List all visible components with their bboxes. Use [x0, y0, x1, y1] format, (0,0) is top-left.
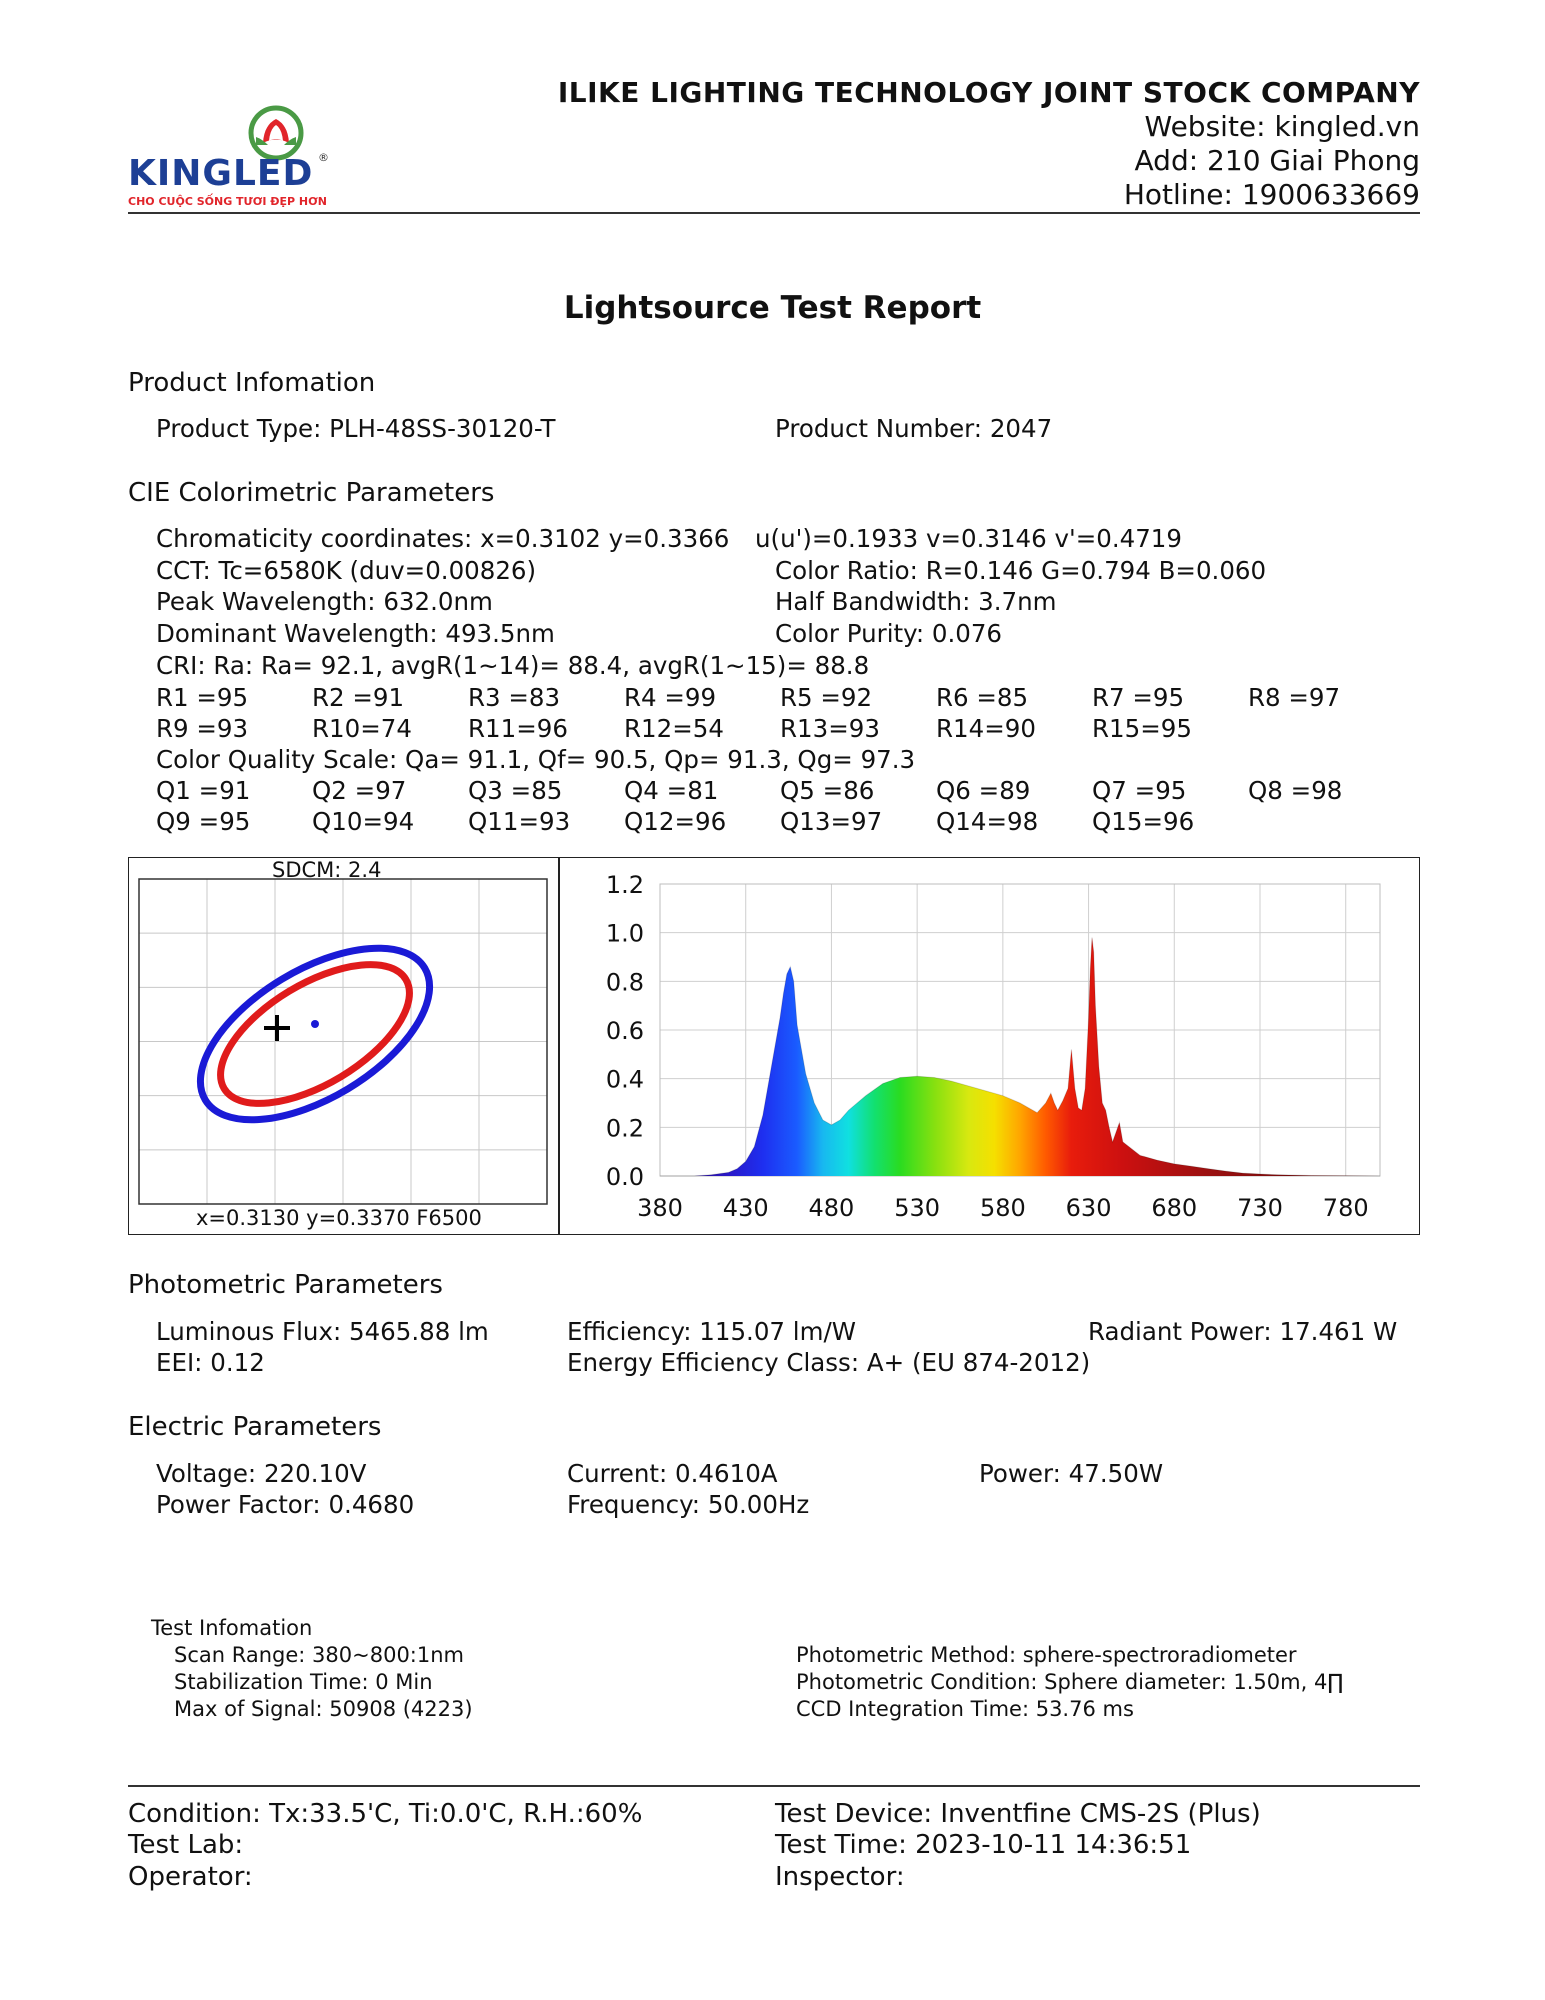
luminous-flux: Luminous Flux: 5465.88 lm — [156, 1317, 489, 1346]
r-value: R12=54 — [624, 714, 724, 743]
spectrum-x-tick-label: 530 — [894, 1194, 941, 1222]
energy-class: Energy Efficiency Class: A+ (EU 874-2012) — [567, 1348, 1091, 1377]
header-divider — [128, 212, 1420, 214]
company-website: Website: kingled.vn — [1144, 110, 1420, 143]
voltage: Voltage: 220.10V — [156, 1459, 367, 1488]
cct: CCT: Tc=6580K (duv=0.00826) — [156, 556, 537, 585]
logo — [128, 103, 343, 208]
cri-summary: CRI: Ra: Ra= 92.1, avgR(1~14)= 88.4, avgR(1~15)= 88.8 — [156, 651, 870, 680]
logo-registered: ® — [318, 151, 329, 164]
company-hotline: Hotline: 1900633669 — [1123, 178, 1420, 211]
inspector: Inspector: — [775, 1862, 905, 1892]
spectrum-y-tick-label: 0.4 — [605, 1065, 644, 1094]
q-value: Q13=97 — [780, 807, 883, 836]
spectrum-y-tick-label: 0.6 — [605, 1017, 644, 1045]
sdcm-footer: x=0.3130 y=0.3370 F6500 — [196, 1206, 482, 1230]
photometric-heading: Photometric Parameters — [128, 1270, 443, 1300]
report-title: Lightsource Test Report — [563, 290, 982, 326]
q-value: Q12=96 — [624, 807, 727, 836]
r-value: R11=96 — [468, 714, 568, 743]
stabilization-time: Stabilization Time: 0 Min — [174, 1670, 433, 1694]
q-value: Q8 =98 — [1248, 776, 1343, 805]
uv-coordinates: u(u')=0.1933 v=0.3146 v'=0.4719 — [755, 524, 1182, 553]
r-value: R5 =92 — [780, 683, 873, 712]
r-value: R10=74 — [312, 714, 412, 743]
color-quality-scale: Color Quality Scale: Qa= 91.1, Qf= 90.5, Qp= 91.3, Qg= 97.3 — [156, 745, 916, 774]
r-value: R1 =95 — [156, 683, 249, 712]
electric-heading: Electric Parameters — [128, 1412, 382, 1442]
q-value: Q11=93 — [468, 807, 571, 836]
footer-divider — [128, 1785, 1420, 1787]
r-value: R2 =91 — [312, 683, 405, 712]
chart-frame — [128, 857, 1420, 1235]
spectrum-x-tick-label: 730 — [1237, 1194, 1283, 1222]
r-value: R8 =97 — [1248, 683, 1341, 712]
r-value: R6 =85 — [936, 683, 1029, 712]
test-time: Test Time: 2023-10-11 14:36:51 — [775, 1830, 1192, 1860]
r-value: R13=93 — [780, 714, 880, 743]
q-value: Q9 =95 — [156, 807, 251, 836]
q-value: Q2 =97 — [312, 776, 407, 805]
r-value: R3 =83 — [468, 683, 561, 712]
q-value: Q6 =89 — [936, 776, 1031, 805]
spectrum-y-tick-label: 0.2 — [605, 1114, 644, 1143]
operator: Operator: — [128, 1862, 253, 1892]
peak-wavelength: Peak Wavelength: 632.0nm — [156, 587, 493, 616]
photometric-method: Photometric Method: sphere-spectroradiometer — [796, 1643, 1297, 1667]
q-value: Q15=96 — [1092, 807, 1195, 836]
color-ratio: Color Ratio: R=0.146 G=0.794 B=0.060 — [775, 556, 1267, 585]
q-value: Q7 =95 — [1092, 776, 1187, 805]
frequency: Frequency: 50.00Hz — [567, 1490, 810, 1519]
spectrum-x-tick-label: 680 — [1151, 1194, 1198, 1222]
condition: Condition: Tx:33.5'C, Ti:0.0'C, R.H.:60% — [128, 1799, 643, 1829]
q-value: Q10=94 — [312, 807, 415, 836]
spectrum-y-tick-label: 0.8 — [605, 968, 644, 997]
power-factor: Power Factor: 0.4680 — [156, 1490, 415, 1519]
eei: EEI: 0.12 — [156, 1348, 265, 1377]
q-value: Q5 =86 — [780, 776, 875, 805]
current: Current: 0.4610A — [567, 1459, 778, 1488]
q-value: Q3 =85 — [468, 776, 563, 805]
test-lab: Test Lab: — [128, 1830, 244, 1860]
max-signal: Max of Signal: 50908 (4223) — [174, 1697, 473, 1721]
product-type: Product Type: PLH-48SS-30120-T — [156, 414, 556, 443]
ccd-integration-time: CCD Integration Time: 53.76 ms — [796, 1697, 1134, 1721]
q-value: Q1 =91 — [156, 776, 251, 805]
power: Power: 47.50W — [979, 1459, 1164, 1488]
chromaticity-coordinates: Chromaticity coordinates: x=0.3102 y=0.3366 — [156, 524, 730, 553]
spectrum-y-tick-label: 1.0 — [605, 919, 644, 948]
spectrum-x-tick-label: 780 — [1322, 1194, 1369, 1222]
product-heading: Product Infomation — [128, 368, 376, 398]
spectrum-x-tick-label: 580 — [979, 1194, 1026, 1222]
test-device: Test Device: Inventfine CMS-2S (Plus) — [775, 1799, 1261, 1829]
r-value: R4 =99 — [624, 683, 717, 712]
q-value: Q14=98 — [936, 807, 1039, 836]
spectrum-x-tick-label: 380 — [637, 1194, 683, 1222]
product-number: Product Number: 2047 — [775, 414, 1053, 443]
dominant-wavelength: Dominant Wavelength: 493.5nm — [156, 619, 555, 648]
half-bandwidth: Half Bandwidth: 3.7nm — [775, 587, 1057, 616]
photometric-condition: Photometric Condition: Sphere diameter: 1.50m, 4∏ — [796, 1670, 1344, 1694]
r-value: R14=90 — [936, 714, 1036, 743]
company-address: Add: 210 Giai Phong — [1134, 144, 1420, 177]
color-purity: Color Purity: 0.076 — [775, 619, 1003, 648]
efficiency: Efficiency: 115.07 lm/W — [567, 1317, 856, 1346]
r-value: R15=95 — [1092, 714, 1192, 743]
logo-tagline: CHO CUỘC SỐNG TƯƠI ĐẸP HƠN — [128, 195, 327, 208]
test-info-heading: Test Infomation — [151, 1616, 313, 1640]
spectrum-x-tick-label: 430 — [722, 1194, 769, 1222]
spectrum-y-tick-label: 0.0 — [605, 1163, 644, 1191]
scan-range: Scan Range: 380~800:1nm — [174, 1643, 465, 1667]
sdcm-label: SDCM: 2.4 — [272, 858, 382, 882]
spectrum-x-tick-label: 630 — [1065, 1194, 1112, 1222]
spectrum-y-tick-label: 1.2 — [605, 871, 644, 899]
chart-frame-divider — [558, 857, 560, 1235]
logo-brand: KINGLED — [128, 153, 314, 194]
r-value: R9 =93 — [156, 714, 249, 743]
spectrum-x-tick-label: 480 — [808, 1194, 855, 1222]
r-value: R7 =95 — [1092, 683, 1185, 712]
company-name: ILIKE LIGHTING TECHNOLOGY JOINT STOCK COMPANY — [557, 76, 1420, 109]
radiant-power: Radiant Power: 17.461 W — [1088, 1317, 1398, 1346]
cie-heading: CIE Colorimetric Parameters — [128, 478, 495, 508]
q-value: Q4 =81 — [624, 776, 719, 805]
